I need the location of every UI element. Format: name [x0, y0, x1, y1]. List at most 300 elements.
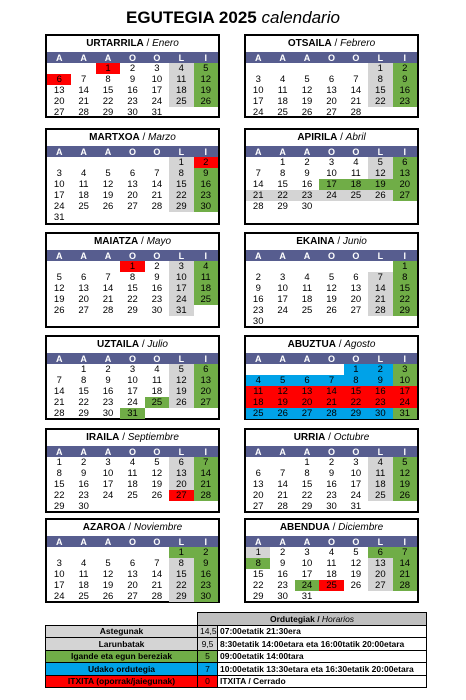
day-cell: 8 [129, 272, 136, 283]
day-cell: 22 [127, 294, 138, 305]
weekday-header: A [295, 52, 319, 63]
week-row [47, 63, 218, 74]
month-name-eu: URTARRILA [86, 38, 144, 49]
week-row [47, 591, 218, 602]
day-cell [145, 547, 169, 558]
day-cell: 29 [252, 591, 264, 602]
day-cell [145, 157, 169, 168]
day-cell: 28 [350, 107, 362, 118]
day-cell: 29 [277, 201, 288, 212]
day-cell: 4 [154, 364, 160, 375]
day-cell: 4 [80, 168, 87, 179]
week-row [47, 294, 218, 305]
day-cell: 2 [194, 547, 218, 558]
legend-label: ITXITA (oporrak/jaiegunak) [46, 675, 198, 688]
week-row [246, 272, 417, 283]
day-cell: 24 [53, 591, 65, 602]
day-cell: 5 [368, 157, 392, 168]
day-cell: 26 [151, 490, 163, 501]
day-cell: 11 [194, 272, 218, 283]
day-cell: 7 [279, 468, 286, 479]
month-name: APIRILA / Abril [297, 132, 366, 143]
day-cell: 22 [78, 397, 89, 408]
day-cell: 24 [53, 201, 65, 212]
day-cell: 4 [368, 457, 392, 468]
day-cell [393, 316, 417, 327]
week-row [47, 569, 218, 580]
month-calendar [45, 232, 220, 328]
week-row [246, 408, 417, 419]
week-row [47, 386, 218, 397]
day-cell: 6 [169, 457, 193, 468]
day-cell: 8 [80, 375, 87, 386]
weekday-header: O [120, 353, 144, 364]
day-cell: 6 [393, 157, 417, 168]
day-cell: 4 [129, 457, 136, 468]
month-calendar [244, 518, 419, 603]
day-cell: 13 [127, 569, 138, 580]
day-cell: 26 [194, 96, 218, 107]
day-cell: 5 [194, 63, 218, 74]
day-cell: 7 [393, 547, 417, 558]
week-row [47, 168, 218, 179]
day-cell: 20 [368, 569, 392, 580]
week-row [246, 190, 417, 201]
day-cell: 26 [169, 397, 193, 408]
day-cell: 5 [105, 558, 111, 569]
day-cell: 22 [270, 190, 294, 201]
day-cell: 17 [53, 580, 65, 591]
day-cell: 23 [295, 190, 319, 201]
day-cell [393, 201, 417, 212]
day-cell: 15 [277, 179, 288, 190]
day-cell: 3 [353, 457, 359, 468]
day-cell: 11 [151, 375, 162, 386]
day-cell: 28 [151, 201, 163, 212]
day-cell: 6 [129, 558, 136, 569]
weekday-header: A [47, 250, 71, 261]
day-cell: 6 [353, 272, 359, 283]
weekday-header: A [71, 146, 95, 157]
week-row [246, 283, 417, 294]
month-name: MAIATZA / Mayo [93, 236, 172, 247]
day-cell: 8 [105, 74, 111, 85]
weekday-header: I [194, 146, 218, 157]
day-cell: 6 [80, 272, 87, 283]
weekday-header: O [319, 146, 343, 157]
day-cell [270, 63, 294, 74]
day-cell: 3 [304, 547, 310, 558]
month-name-eu: MARTXOA [89, 132, 140, 143]
month-calendar [244, 232, 419, 328]
week-row [47, 397, 218, 408]
day-cell: 12 [102, 569, 114, 580]
day-cell: 21 [368, 294, 392, 305]
day-cell: 26 [301, 107, 313, 118]
day-cell: 22 [53, 490, 65, 501]
day-cell: 25 [368, 490, 392, 501]
day-cell [47, 364, 71, 375]
day-cell: 28 [319, 408, 343, 419]
day-cell: 7 [319, 375, 343, 386]
weekday-header: A [246, 146, 270, 157]
day-cell: 30 [326, 501, 337, 512]
day-cell: 15 [252, 569, 264, 580]
day-cell: 3 [255, 74, 261, 85]
day-cell: 14 [252, 179, 264, 190]
day-cell: 27 [393, 190, 417, 201]
weekday-header: O [145, 250, 169, 261]
week-row [47, 375, 218, 386]
title-sub: calendario [261, 8, 340, 27]
weekday-header: A [270, 250, 294, 261]
day-cell: 17 [127, 386, 138, 397]
legend-header: Ordutegiak / Horarios [198, 613, 427, 626]
week-row [246, 157, 417, 168]
day-cell: 10 [252, 85, 264, 96]
week-row [246, 457, 417, 468]
week-row [47, 501, 218, 512]
day-cell: 9 [255, 283, 261, 294]
weekday-header: A [295, 250, 319, 261]
day-cell: 29 [78, 408, 89, 419]
day-cell: 26 [102, 201, 114, 212]
day-cell: 19 [270, 397, 294, 408]
day-cell: 10 [127, 375, 138, 386]
day-cell: 9 [105, 375, 111, 386]
legend-row [46, 663, 427, 676]
week-row [246, 179, 417, 190]
day-cell: 10 [151, 74, 163, 85]
week-row [246, 201, 417, 212]
day-cell [368, 501, 392, 512]
day-cell: 22 [169, 580, 193, 591]
week-row [246, 591, 417, 602]
legend-label: Udako ordutegia [46, 663, 198, 676]
week-row [246, 85, 417, 96]
week-row [246, 479, 417, 490]
month-name-eu: APIRILA [297, 132, 338, 143]
day-cell: 27 [78, 305, 89, 316]
day-cell: 25 [78, 201, 89, 212]
day-cell: 18 [368, 479, 392, 490]
day-cell: 30 [194, 591, 218, 602]
legend-label: Igande eta egun bereziak [46, 650, 198, 663]
legend-hours: 7 [198, 663, 218, 676]
day-cell: 15 [344, 386, 368, 397]
day-cell: 4 [80, 558, 87, 569]
day-cell: 6 [129, 168, 136, 179]
day-cell: 31 [301, 591, 313, 602]
weekday-header: O [344, 52, 368, 63]
day-cell: 18 [246, 397, 270, 408]
day-cell: 25 [145, 397, 169, 408]
day-cell: 23 [252, 305, 264, 316]
day-cell: 10 [393, 375, 417, 386]
week-row [246, 490, 417, 501]
day-cell: 16 [301, 179, 313, 190]
legend-hours: 14,5 [198, 625, 218, 638]
weekday-header: L [368, 536, 392, 547]
day-cell: 21 [151, 580, 163, 591]
day-cell: 4 [246, 375, 270, 386]
day-cell: 18 [151, 386, 163, 397]
week-row [246, 316, 417, 327]
month-name-eu: OTSAILA [287, 38, 332, 49]
weekday-header: A [96, 353, 120, 364]
day-cell: 7 [194, 457, 218, 468]
day-cell: 19 [102, 190, 114, 201]
day-cell: 13 [169, 468, 193, 479]
weekday-header: O [344, 446, 368, 457]
day-cell: 20 [326, 96, 337, 107]
day-cell: 9 [194, 168, 218, 179]
weekday-header: A [246, 52, 270, 63]
day-cell: 16 [194, 569, 218, 580]
week-row [246, 305, 417, 316]
day-cell: 21 [350, 96, 362, 107]
month-name: ABUZTUA / Agosto [287, 339, 376, 350]
day-cell [71, 157, 95, 168]
day-cell: 5 [56, 272, 62, 283]
weekday-header: I [194, 52, 218, 63]
day-cell: 14 [78, 85, 89, 96]
day-cell: 29 [301, 501, 313, 512]
day-cell: 29 [53, 501, 65, 512]
month-name-es: Agosto [344, 339, 376, 350]
day-cell: 5 [304, 74, 310, 85]
week-row [246, 294, 417, 305]
day-cell: 19 [53, 294, 65, 305]
day-cell: 12 [301, 85, 313, 96]
day-cell: 30 [194, 201, 218, 212]
day-cell: 9 [194, 558, 218, 569]
week-row [246, 386, 417, 397]
day-cell: 13 [368, 558, 392, 569]
day-cell: 17 [53, 190, 65, 201]
day-cell: 11 [246, 386, 270, 397]
week-row [47, 190, 218, 201]
day-cell: 13 [393, 168, 417, 179]
week-row [246, 397, 417, 408]
weekday-header: L [368, 146, 392, 157]
day-cell [47, 547, 71, 558]
day-cell: 16 [252, 294, 264, 305]
day-cell: 23 [78, 490, 89, 501]
weekday-header: I [393, 250, 417, 261]
day-cell: 14 [102, 283, 114, 294]
month-name-es: Junio [342, 236, 367, 247]
month-name: IRAILA / Septiembre [86, 432, 179, 443]
day-cell [295, 364, 319, 375]
day-cell: 2 [328, 457, 335, 468]
day-cell: 3 [279, 272, 286, 283]
day-cell [270, 316, 294, 327]
day-cell: 18 [301, 294, 313, 305]
day-cell: 3 [129, 364, 136, 375]
day-cell: 16 [78, 479, 89, 490]
weekday-header: I [393, 536, 417, 547]
day-cell [246, 457, 270, 468]
week-row [47, 558, 218, 569]
day-cell: 23 [368, 397, 392, 408]
day-cell: 15 [127, 283, 138, 294]
day-cell: 17 [252, 96, 264, 107]
weekday-header: A [246, 250, 270, 261]
weekday-header: O [344, 536, 368, 547]
day-cell [295, 316, 319, 327]
day-cell: 4 [328, 547, 335, 558]
day-cell: 25 [78, 591, 89, 602]
day-cell: 26 [350, 580, 362, 591]
day-cell: 27 [350, 305, 362, 316]
day-cell: 7 [105, 272, 111, 283]
day-cell: 10 [169, 272, 193, 283]
day-cell: 2 [194, 157, 218, 168]
month-calendar [45, 518, 220, 603]
weekday-header: A [71, 446, 95, 457]
day-cell [194, 212, 218, 223]
day-cell [246, 261, 270, 272]
day-cell: 19 [102, 580, 114, 591]
day-cell: 31 [151, 107, 163, 118]
month-name-eu: UZTAILA [97, 339, 140, 350]
month-name-eu: IRAILA [86, 432, 120, 443]
month-name-es: Mayo [146, 236, 172, 247]
day-cell: 30 [368, 408, 392, 419]
week-row [47, 457, 218, 468]
month-calendar [244, 428, 419, 513]
day-cell [120, 212, 144, 223]
day-cell: 14 [319, 386, 343, 397]
week-row [47, 305, 218, 316]
weekday-header: A [295, 536, 319, 547]
weekday-header: O [120, 52, 144, 63]
day-cell: 15 [78, 386, 89, 397]
week-row [47, 468, 218, 479]
weekday-header: O [344, 146, 368, 157]
day-cell: 10 [53, 179, 65, 190]
weekday-header: O [145, 446, 169, 457]
week-row [47, 547, 218, 558]
day-cell: 19 [301, 96, 313, 107]
day-cell: 16 [102, 386, 114, 397]
week-row [246, 501, 417, 512]
day-cell: 12 [393, 468, 417, 479]
month-name-es: Octubre [333, 432, 370, 443]
day-cell: 7 [80, 74, 87, 85]
day-cell: 11 [78, 179, 89, 190]
day-cell [368, 201, 392, 212]
day-cell: 4 [169, 63, 193, 74]
day-cell: 15 [169, 179, 193, 190]
legend-hours: 5 [198, 650, 218, 663]
weekday-header: O [120, 250, 144, 261]
month-name-eu: ABUZTUA [287, 339, 336, 350]
weekday-header: A [71, 250, 95, 261]
day-cell: 19 [151, 479, 163, 490]
day-cell [145, 408, 169, 419]
day-cell: 1 [169, 157, 193, 168]
day-cell: 8 [169, 558, 193, 569]
day-cell [393, 501, 417, 512]
weekday-header: A [71, 52, 95, 63]
day-cell: 8 [246, 558, 270, 569]
weekday-header: L [169, 446, 193, 457]
day-cell: 28 [102, 305, 114, 316]
day-cell: 24 [295, 580, 319, 591]
month-name-es: Marzo [148, 132, 176, 143]
legend-header-main: Ordutegiak [269, 613, 315, 624]
week-row [47, 201, 218, 212]
legend-row [46, 625, 427, 638]
day-cell: 26 [53, 305, 65, 316]
day-cell: 30 [277, 591, 288, 602]
day-cell: 23 [151, 294, 163, 305]
day-cell [96, 212, 120, 223]
day-cell: 13 [295, 386, 319, 397]
day-cell: 3 [105, 457, 111, 468]
day-cell: 23 [393, 96, 417, 107]
weekday-header: L [368, 446, 392, 457]
day-cell: 2 [80, 457, 87, 468]
day-cell: 17 [301, 569, 313, 580]
day-cell: 23 [194, 190, 218, 201]
day-cell: 10 [102, 468, 114, 479]
day-cell [71, 212, 95, 223]
weekday-header: A [270, 146, 294, 157]
weekday-header: A [47, 52, 71, 63]
day-cell: 4 [304, 272, 310, 283]
day-cell [344, 261, 368, 272]
day-cell: 12 [270, 386, 294, 397]
legend-description: ITXITA / Cerrado [218, 675, 427, 688]
day-cell [319, 316, 343, 327]
month-name: AZAROA / Noviembre [82, 522, 183, 533]
day-cell: 22 [344, 397, 368, 408]
day-cell: 21 [53, 397, 65, 408]
month-name: EKAINA / Junio [296, 236, 367, 247]
day-cell: 3 [328, 157, 335, 168]
day-cell: 20 [252, 490, 264, 501]
month-name-eu: AZAROA [82, 522, 126, 533]
day-cell [319, 63, 343, 74]
day-cell: 16 [277, 569, 288, 580]
day-cell: 5 [353, 547, 359, 558]
day-cell: 26 [102, 591, 114, 602]
day-cell [194, 305, 218, 316]
day-cell: 29 [169, 201, 193, 212]
day-cell: 6 [47, 74, 71, 85]
day-cell: 16 [194, 179, 218, 190]
day-cell: 25 [127, 490, 138, 501]
day-cell: 20 [295, 397, 319, 408]
day-cell: 5 [105, 168, 111, 179]
day-cell: 27 [53, 107, 65, 118]
day-cell: 11 [350, 168, 361, 179]
day-cell: 10 [326, 168, 337, 179]
day-cell: 7 [368, 272, 392, 283]
day-cell: 29 [102, 107, 114, 118]
day-cell: 13 [350, 283, 362, 294]
weekday-header: L [368, 250, 392, 261]
day-cell: 1 [304, 457, 310, 468]
day-cell: 15 [102, 85, 114, 96]
weekday-header: A [270, 353, 294, 364]
week-row [47, 580, 218, 591]
day-cell: 18 [127, 479, 138, 490]
week-row [47, 490, 218, 501]
